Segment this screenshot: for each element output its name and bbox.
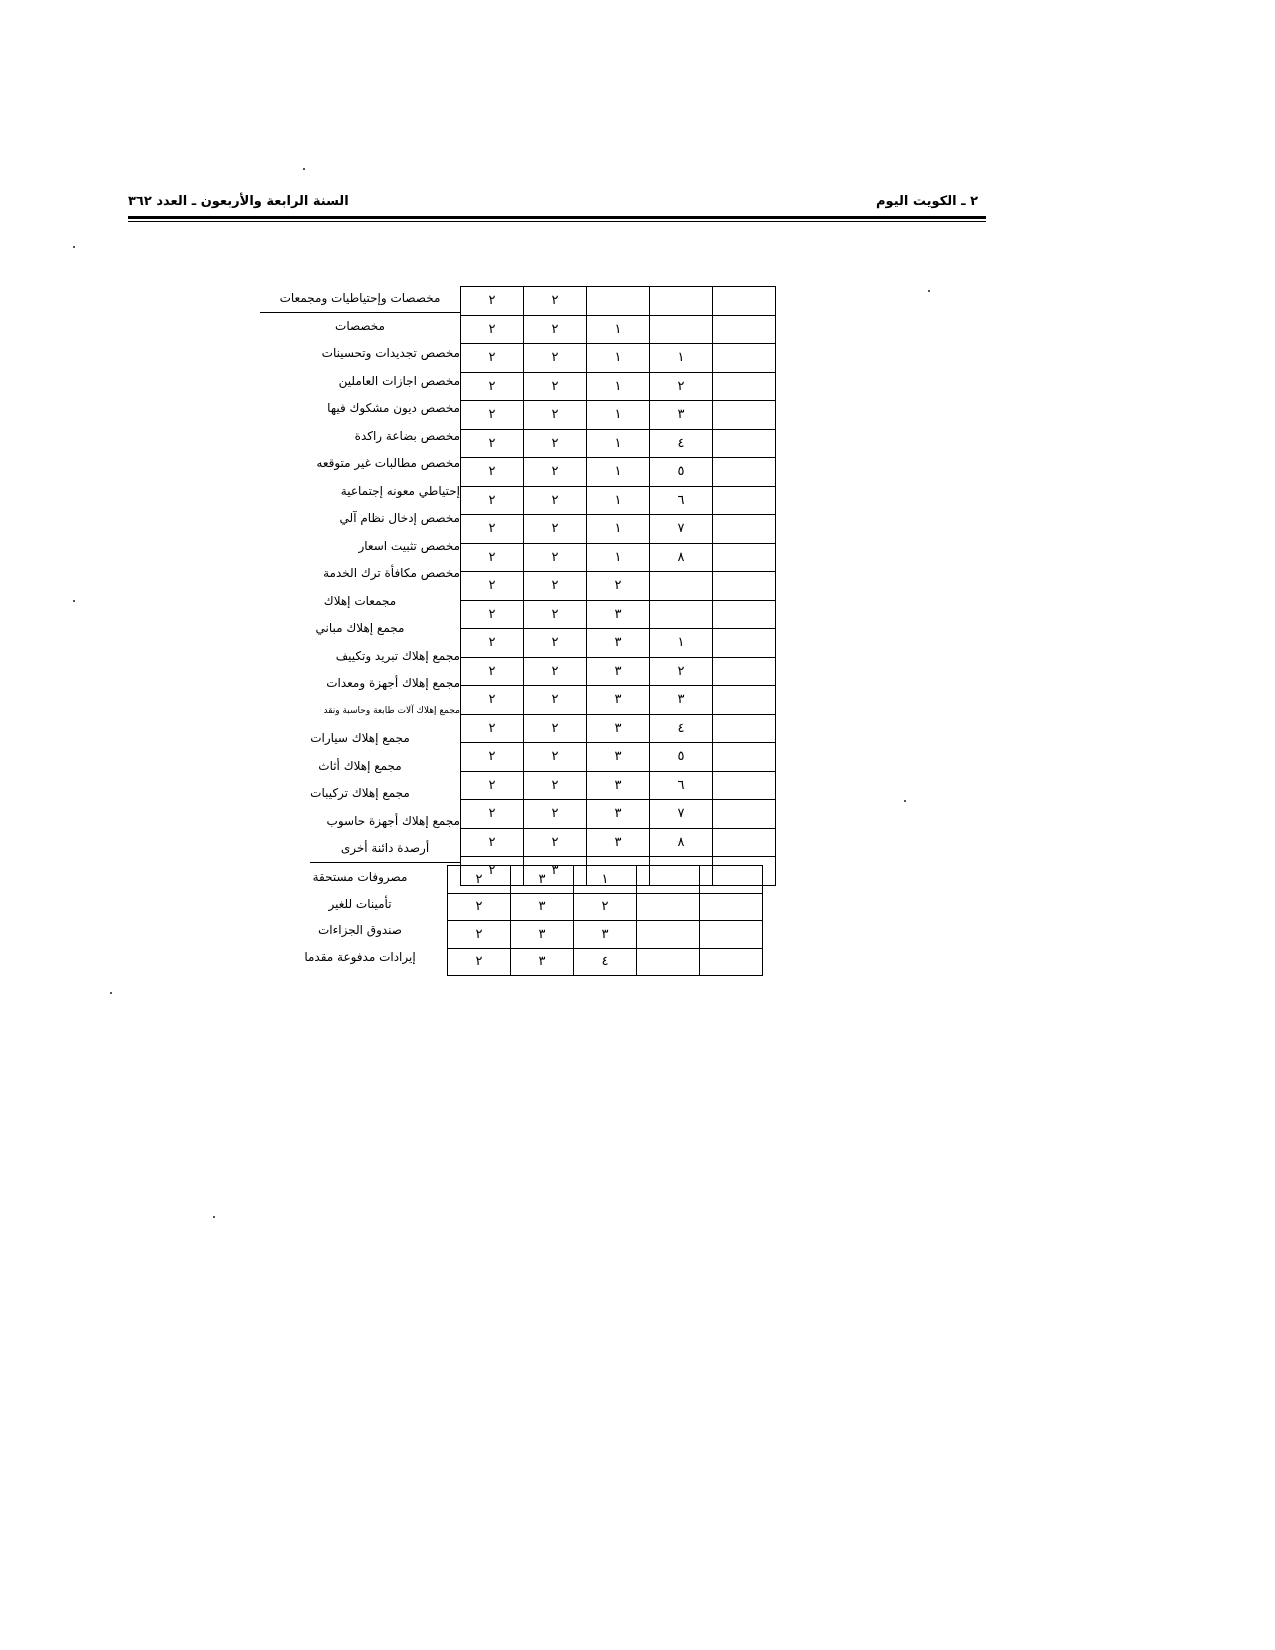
issue-label: السنة الرابعة والأربعون ـ العدد ٣٦٢ (128, 194, 349, 209)
code-cell: ٢ (587, 572, 650, 601)
code-cell: ٢ (524, 344, 587, 373)
code-cell: ٢ (461, 429, 524, 458)
code-cell: ٣ (587, 800, 650, 829)
code-cell: ٣ (650, 401, 713, 430)
account-label: مخصصات وإحتياطيات ومجمعات (260, 284, 460, 313)
code-cell: ٢ (461, 686, 524, 715)
code-cell: ٢ (524, 543, 587, 572)
code-cell: ٢ (524, 315, 587, 344)
account-label: مجمع إهلاك أثاث (318, 758, 402, 773)
code-cell: ٢ (461, 657, 524, 686)
account-label: مخصص تثبيت اسعار (358, 538, 460, 553)
code-cell: ٢ (461, 543, 524, 572)
code-cell (700, 921, 763, 949)
table-row (448, 866, 763, 894)
code-cell: ٢ (461, 401, 524, 430)
code-cell: ٢ (524, 486, 587, 515)
table-row (461, 828, 776, 857)
account-label: مجمع إهلاك تبريد وتكييف (335, 648, 460, 663)
code-cell (713, 800, 776, 829)
code-cell: ٣ (587, 743, 650, 772)
account-code-table-continued (447, 865, 763, 976)
scan-speck (928, 290, 930, 292)
code-cell (700, 893, 763, 921)
table-row (461, 372, 776, 401)
code-cell: ٢ (524, 657, 587, 686)
code-cell: ١ (587, 401, 650, 430)
code-cell: ٣ (587, 629, 650, 658)
code-cell: ٢ (461, 828, 524, 857)
code-cell: ٢ (448, 948, 511, 976)
code-cell (713, 686, 776, 715)
account-label: مجمع إهلاك أجهزة حاسوب (326, 813, 460, 828)
account-label: مجمع إهلاك سيارات (310, 731, 410, 745)
code-cell: ٢ (524, 600, 587, 629)
table-row (461, 771, 776, 800)
table-row (461, 714, 776, 743)
account-label: مخصص تجديدات وتحسينات (321, 346, 460, 360)
code-cell: ٢ (448, 921, 511, 949)
code-cell: ٦ (650, 771, 713, 800)
code-cell: ٢ (461, 714, 524, 743)
code-cell: ١ (587, 458, 650, 487)
code-cell: ٣ (574, 921, 637, 949)
code-cell: ٤ (650, 429, 713, 458)
code-cell: ٢ (524, 828, 587, 857)
code-cell: ٣ (587, 686, 650, 715)
code-cell (713, 287, 776, 316)
code-cell: ٢ (524, 515, 587, 544)
code-cell: ٤ (574, 948, 637, 976)
code-cell: ٢ (524, 686, 587, 715)
table-row (448, 948, 763, 976)
code-cell (713, 629, 776, 658)
code-cell: ٧ (650, 515, 713, 544)
code-cell: ٣ (587, 657, 650, 686)
code-cell: ٢ (461, 372, 524, 401)
code-cell (713, 372, 776, 401)
code-cell: ٣ (511, 948, 574, 976)
code-cell (713, 486, 776, 515)
code-cell: ٢ (448, 893, 511, 921)
code-cell: ٢ (524, 401, 587, 430)
code-cell (713, 828, 776, 857)
code-cell: ٢ (461, 771, 524, 800)
account-label: إيرادات مدفوعة مقدما (304, 949, 416, 964)
code-cell: ١ (650, 344, 713, 373)
code-cell (713, 515, 776, 544)
table-row (461, 486, 776, 515)
code-cell: ٢ (461, 572, 524, 601)
account-label: مخصص إدخال نظام آلي (339, 511, 460, 525)
code-cell: ٨ (650, 828, 713, 857)
code-cell: ١ (587, 372, 650, 401)
code-cell: ٢ (524, 572, 587, 601)
code-cell: ٢ (650, 657, 713, 686)
scan-speck (73, 600, 75, 602)
table-row (461, 515, 776, 544)
code-cell: ١ (587, 543, 650, 572)
code-cell (637, 948, 700, 976)
code-cell: ٧ (650, 800, 713, 829)
code-cell: ٣ (511, 866, 574, 894)
code-cell: ٣ (524, 857, 587, 886)
code-cell: ٤ (650, 714, 713, 743)
code-cell (713, 429, 776, 458)
page-header (128, 194, 986, 218)
code-cell: ١ (587, 486, 650, 515)
code-cell (650, 572, 713, 601)
code-cell: ٣ (650, 686, 713, 715)
table-row (461, 401, 776, 430)
code-cell (713, 344, 776, 373)
code-cell (713, 543, 776, 572)
code-cell: ٢ (461, 287, 524, 316)
scan-speck (73, 246, 75, 248)
account-label: مخصص ديون مشكوك فيها (327, 401, 460, 415)
code-cell: ٣ (587, 714, 650, 743)
code-cell: ٢ (461, 629, 524, 658)
code-cell: ١ (587, 515, 650, 544)
code-cell (700, 948, 763, 976)
code-cell: ٢ (461, 743, 524, 772)
code-cell (637, 921, 700, 949)
code-cell: ٢ (524, 771, 587, 800)
code-cell: ٢ (650, 372, 713, 401)
table-row (461, 657, 776, 686)
header-rule-thin (128, 221, 986, 222)
code-cell (713, 572, 776, 601)
code-cell: ٢ (461, 800, 524, 829)
code-cell (713, 657, 776, 686)
code-cell (713, 600, 776, 629)
table-row (461, 458, 776, 487)
code-cell: ٢ (524, 800, 587, 829)
code-cell: ٦ (650, 486, 713, 515)
code-cell: ٢ (448, 866, 511, 894)
table-row (448, 893, 763, 921)
table-row (448, 921, 763, 949)
code-cell (650, 600, 713, 629)
table-row (461, 429, 776, 458)
scan-speck (904, 800, 906, 802)
code-cell: ٢ (461, 857, 524, 886)
account-label: مجمع إهلاك آلات طابعة وحاسبة ونقد (323, 705, 460, 716)
account-label: مجمعات إهلاك (323, 593, 397, 608)
code-cell (700, 866, 763, 894)
code-cell: ١ (574, 866, 637, 894)
code-cell: ٢ (524, 429, 587, 458)
code-cell: ٥ (650, 458, 713, 487)
scan-speck (303, 168, 305, 170)
code-cell: ١ (587, 429, 650, 458)
account-code-table (460, 286, 776, 886)
code-cell: ٢ (524, 372, 587, 401)
table-row (461, 743, 776, 772)
code-cell: ٣ (511, 921, 574, 949)
code-cell (587, 287, 650, 316)
account-label: مخصص اجازات العاملين (338, 373, 460, 388)
account-label: مجمع إهلاك تركيبات (310, 786, 410, 800)
table-row (461, 344, 776, 373)
account-label: مخصص مطالبات غير متوقعه (316, 456, 460, 470)
code-cell: ٣ (511, 893, 574, 921)
table-row (461, 686, 776, 715)
code-cell: ٣ (587, 600, 650, 629)
account-label: مخصص بضاعة راكدة (354, 428, 460, 443)
code-cell: ٢ (461, 600, 524, 629)
account-label: مخصصات (335, 318, 385, 333)
code-cell (637, 893, 700, 921)
page-label: ٢ ـ الكويت اليوم (876, 194, 978, 209)
code-cell: ٢ (524, 287, 587, 316)
account-label: تأمينات للغير (328, 896, 392, 911)
account-label: مجمع إهلاك مباني (315, 621, 405, 635)
code-cell: ٢ (524, 743, 587, 772)
scan-speck (110, 992, 112, 994)
code-cell: ٢ (461, 458, 524, 487)
account-label: مخصص مكافأة ترك الخدمة (323, 566, 460, 580)
code-cell (713, 315, 776, 344)
table-row (461, 600, 776, 629)
code-cell (713, 714, 776, 743)
code-cell: ٢ (574, 893, 637, 921)
header-rule-thick (128, 216, 986, 219)
table-row (461, 315, 776, 344)
code-cell (713, 771, 776, 800)
code-cell (637, 866, 700, 894)
code-cell (713, 458, 776, 487)
code-cell: ٢ (461, 486, 524, 515)
table-row (461, 572, 776, 601)
account-label: أرصدة دائنة أخرى (310, 834, 460, 863)
code-cell: ٢ (461, 315, 524, 344)
code-cell (650, 315, 713, 344)
code-cell: ٢ (524, 714, 587, 743)
code-cell (713, 401, 776, 430)
code-cell: ١ (650, 629, 713, 658)
code-cell: ١ (587, 315, 650, 344)
account-label: صندوق الجزاءات (318, 923, 402, 937)
code-cell (713, 743, 776, 772)
code-cell: ١ (587, 344, 650, 373)
account-label: مجمع إهلاك أجهزة ومعدات (326, 676, 460, 690)
code-cell: ٢ (461, 344, 524, 373)
code-cell: ٣ (587, 828, 650, 857)
code-cell: ٢ (524, 458, 587, 487)
table-row (461, 287, 776, 316)
scan-speck (213, 1216, 215, 1218)
table-row (461, 800, 776, 829)
account-label: إحتياطي معونه إجتماعية (340, 483, 460, 498)
code-cell: ٢ (524, 629, 587, 658)
account-label: مصروفات مستحقة (312, 870, 408, 884)
code-cell (650, 287, 713, 316)
code-cell: ٣ (587, 771, 650, 800)
table-row (461, 543, 776, 572)
table-row (461, 629, 776, 658)
code-cell: ٥ (650, 743, 713, 772)
code-cell: ٢ (461, 515, 524, 544)
code-cell: ٨ (650, 543, 713, 572)
